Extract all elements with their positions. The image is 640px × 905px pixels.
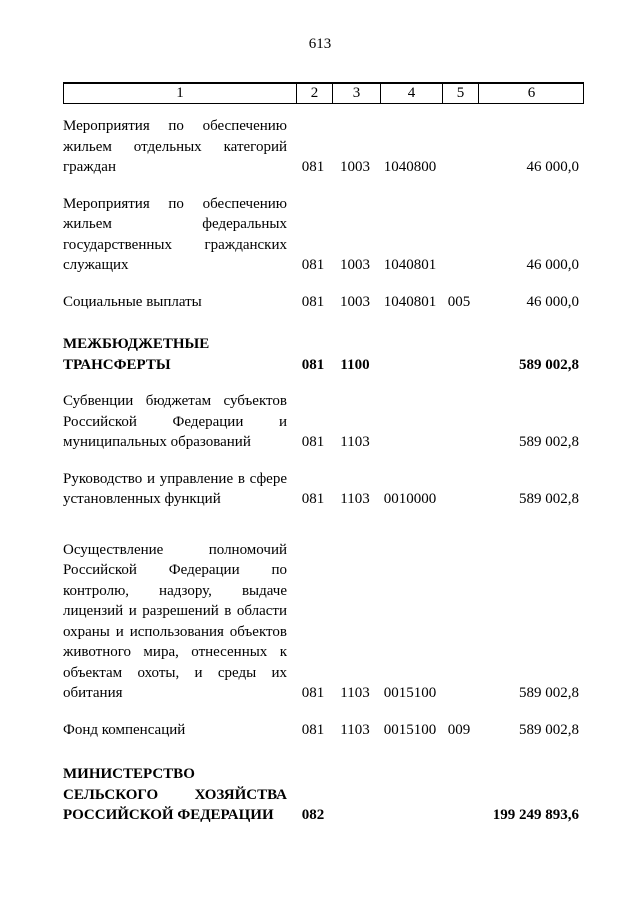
table-body (63, 116, 584, 826)
row-name: Осуществление полномочий Российской Федерации по контролю, надзору, выдаче лицензий и разрешений в области охраны и использования объектов животного мира, отнесенных к объектам охоты, и среды их обитания (63, 541, 287, 701)
code-target-item: 1040801 (383, 293, 437, 310)
table-row (63, 116, 584, 178)
amount: 589 002,8 (519, 356, 579, 373)
code-section: 1103 (340, 434, 370, 450)
row-name: Мероприятия по обеспечению жильем отдельных категорий граждан (63, 118, 287, 175)
code-section: 1103 (340, 721, 370, 738)
row-name: МИНИСТЕРСТВО СЕЛЬСКОГО ХОЗЯЙСТВА РОССИЙСКОЙ ФЕДЕРАЦИИ (63, 766, 287, 823)
column-header-6: 6 (478, 84, 584, 103)
code-expense-type: 005 (447, 293, 471, 310)
code-section: 1003 (340, 159, 370, 175)
code-chapter: 081 (301, 293, 325, 310)
row-name: МЕЖБЮДЖЕТНЫЕ ТРАНСФЕРТЫ (63, 336, 210, 373)
code-chapter: 081 (301, 159, 325, 175)
table-row (63, 391, 584, 453)
code-target-item: 0015100 (383, 685, 437, 701)
code-chapter: 081 (301, 685, 325, 701)
code-section: 1100 (340, 356, 370, 373)
table-header-row (63, 82, 584, 104)
code-target-item: 0010000 (383, 491, 437, 507)
table-row (63, 764, 584, 826)
code-chapter: 081 (301, 721, 325, 738)
column-header-2: 2 (296, 84, 332, 103)
code-section: 1103 (340, 685, 370, 701)
column-header-3: 3 (332, 84, 380, 103)
amount: 589 002,8 (519, 434, 579, 450)
column-header-5: 5 (442, 84, 478, 103)
row-name: Социальные выплаты (63, 293, 202, 310)
amount: 589 002,8 (519, 685, 579, 701)
code-section: 1103 (340, 491, 370, 507)
table-row (63, 292, 584, 313)
column-header-4: 4 (380, 84, 442, 103)
amount: 199 249 893,6 (492, 807, 579, 823)
amount: 589 002,8 (519, 491, 579, 507)
code-chapter: 081 (301, 491, 325, 507)
code-target-item: 1040801 (383, 257, 437, 273)
table-row (63, 469, 584, 510)
table-row (63, 194, 584, 276)
code-target-item: 0015100 (383, 721, 437, 738)
code-chapter: 081 (301, 434, 325, 450)
amount: 46 000,0 (526, 257, 579, 273)
page-number: 613 (308, 36, 332, 52)
table-row (63, 334, 584, 375)
code-section: 1003 (340, 293, 370, 310)
column-header-1: 1 (176, 85, 184, 101)
budget-table (63, 82, 584, 826)
code-expense-type: 009 (447, 721, 471, 738)
code-chapter: 081 (301, 356, 325, 373)
code-section: 1003 (340, 257, 370, 273)
row-name: Субвенции бюджетам субъектов Российской Федерации и муниципальных образований (63, 393, 287, 450)
row-name: Фонд компенсаций (63, 721, 186, 738)
amount: 46 000,0 (526, 293, 579, 310)
row-name: Мероприятия по обеспечению жильем федеральных государственных гражданских служащих (63, 195, 287, 273)
amount: 46 000,0 (526, 159, 579, 175)
amount: 589 002,8 (519, 721, 579, 738)
table-row (63, 720, 584, 741)
code-chapter: 082 (301, 807, 325, 823)
table-row (63, 540, 584, 704)
code-chapter: 081 (301, 257, 325, 273)
code-target-item: 1040800 (383, 159, 437, 175)
row-name: Руководство и управление в сфере установленных функций (63, 470, 287, 507)
